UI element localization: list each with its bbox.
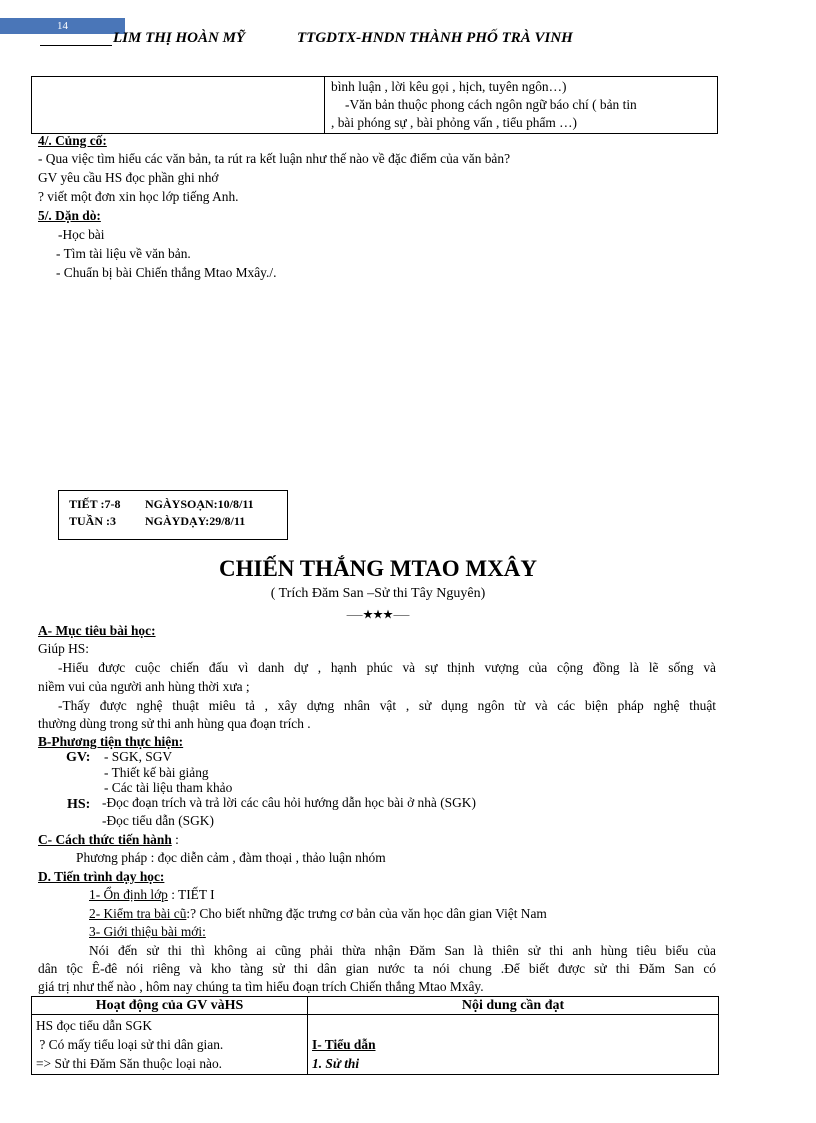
section4-line: GV yêu cầu HS đọc phần ghi nhớ xyxy=(38,170,219,185)
page-subtitle: ( Trích Đăm San –Sử thi Tây Nguyên) xyxy=(270,586,486,601)
section5-line: - Tìm tài liệu về văn bản. xyxy=(56,246,191,261)
header-rule xyxy=(40,45,112,46)
activity-right-cell xyxy=(308,1015,719,1075)
lesson-teach-date: NGÀYDẠY:29/8/11 xyxy=(145,514,246,528)
sectionA-heading: A- Mục tiêu bài học: xyxy=(38,623,156,638)
intro-text: Nói đến sử thi thì không ai cũng phải thừa nhận Đăm San là thiên sử thi anh hùng tiêu biểu của xyxy=(89,943,716,958)
step2-row xyxy=(89,906,547,922)
step2-rest: :? Cho biết những đặc trưng cơ bản của văn học dân gian Việt Nam xyxy=(186,906,547,921)
lesson-week: TUẦN :3 xyxy=(69,514,116,528)
hs-item: -Đọc tiểu dẫn (SGK) xyxy=(102,813,214,828)
sectionD-heading: D. Tiến trình dạy học: xyxy=(38,869,165,884)
step1-row xyxy=(89,887,215,903)
step2-label: 2- Kiểm tra bài cũ xyxy=(89,906,187,921)
sectionC-heading-row xyxy=(38,832,179,848)
top-table-line: bình luận , lời kêu gọi , hịch, tuyên ngôn…) xyxy=(331,79,567,94)
page-number: 14 xyxy=(0,18,125,34)
activity-right-subheading: 1. Sử thi xyxy=(312,1056,360,1071)
top-table-left-cell xyxy=(32,77,325,134)
intro-text: dân tộc Ê-đê nói riêng và kho tàng sử thi dân gian nước ta nói chung .Để biết được sử thi Đăm San có xyxy=(38,961,716,976)
hs-label: HS: xyxy=(67,797,91,812)
school-name: TTGDTX-HNDN THÀNH PHỐ TRÀ VINH xyxy=(297,30,573,46)
step1-rest: : TIẾT I xyxy=(167,887,215,902)
sectionA-text: -Thấy được nghệ thuật miêu tả , xây dựng nhân vật , sử dụng ngôn từ và các biện pháp nghệ thuật xyxy=(58,698,716,713)
activity-right-heading: I- Tiểu dẫn xyxy=(312,1037,376,1052)
activity-left-line: HS đọc tiểu dẫn SGK xyxy=(36,1018,153,1033)
lesson-prep-date: NGÀYSOẠN:10/8/11 xyxy=(145,497,254,511)
sectionA-intro: Giúp HS: xyxy=(38,641,89,656)
section5-line: -Học bài xyxy=(58,227,105,242)
sectionC-heading: C- Cách thức tiến hành xyxy=(38,832,172,847)
top-table-line: -Văn bản thuộc phong cách ngôn ngữ báo chí ( bản tin xyxy=(345,97,637,112)
step3-label: 3- Giới thiệu bài mới xyxy=(89,924,203,939)
step3-row xyxy=(89,924,206,940)
section4-heading: 4/. Củng cố: xyxy=(38,133,107,148)
sectionA-text: -Hiểu được cuộc chiến đấu vì danh dự , hạnh phúc và sự thịnh vượng của cộng đồng là lẽ sống và xyxy=(58,660,716,675)
top-table-right-cell xyxy=(325,77,718,134)
gv-item: - Thiết kế bài giảng xyxy=(104,765,209,780)
sectionA-text: thường dùng trong sử thi anh hùng qua đoạn trích . xyxy=(38,716,311,731)
section5-heading: 5/. Dặn dò: xyxy=(38,208,101,223)
section5-line: - Chuẩn bị bài Chiến thắng Mtao Mxây./. xyxy=(56,265,277,280)
top-table xyxy=(31,76,718,134)
activity-left-cell xyxy=(32,1015,308,1075)
lesson-info-box xyxy=(58,490,288,540)
step3-rest: : xyxy=(202,924,206,939)
gv-item: - Các tài liệu tham khảo xyxy=(104,780,233,795)
section4-line: ? viết một đơn xin học lớp tiếng Anh. xyxy=(38,189,239,204)
author-name: LIM THỊ HOÀN MỸ xyxy=(113,30,246,46)
top-table-line: , bài phóng sự , bài phỏng vấn , tiểu phẩm …) xyxy=(331,115,578,130)
activity-col1-header: Hoạt động của GV vàHS xyxy=(32,997,308,1015)
activity-table xyxy=(31,996,719,1075)
intro-text: giá trị như thế nào , hôm nay chúng ta tìm hiểu đoạn trích Chiến thắng Mtao Mxây. xyxy=(38,979,484,994)
page-title: CHIẾN THẮNG MTAO MXÂY xyxy=(219,556,537,581)
sectionC-text: Phương pháp : đọc diễn cảm , đàm thoại , thảo luận nhóm xyxy=(76,850,386,865)
step1-label: 1- Ổn định lớp xyxy=(89,887,168,902)
title-ornament: ⸺★★★⸺ xyxy=(346,610,410,621)
section4-line: - Qua việc tìm hiểu các văn bản, ta rút ra kết luận như thế nào về đặc điểm của văn bản? xyxy=(38,151,511,166)
activity-left-line: => Sử thi Đăm Săn thuộc loại nào. xyxy=(36,1056,223,1071)
sectionB-heading: B-Phương tiện thực hiện: xyxy=(38,734,184,749)
gv-label: GV: xyxy=(66,750,91,765)
activity-left-line: ? Có mấy tiểu loại sử thi dân gian. xyxy=(36,1037,224,1052)
hs-item: -Đọc đoạn trích và trả lời các câu hỏi hướng dẫn học bài ở nhà (SGK) xyxy=(102,795,476,810)
sectionC-colon: : xyxy=(171,832,179,847)
activity-col2-header: Nội dung cần đạt xyxy=(308,997,719,1015)
sectionA-text: niềm vui của người anh hùng thời xưa ; xyxy=(38,679,250,694)
lesson-period: TIẾT :7-8 xyxy=(69,497,121,511)
gv-item: - SGK, SGV xyxy=(104,749,173,764)
